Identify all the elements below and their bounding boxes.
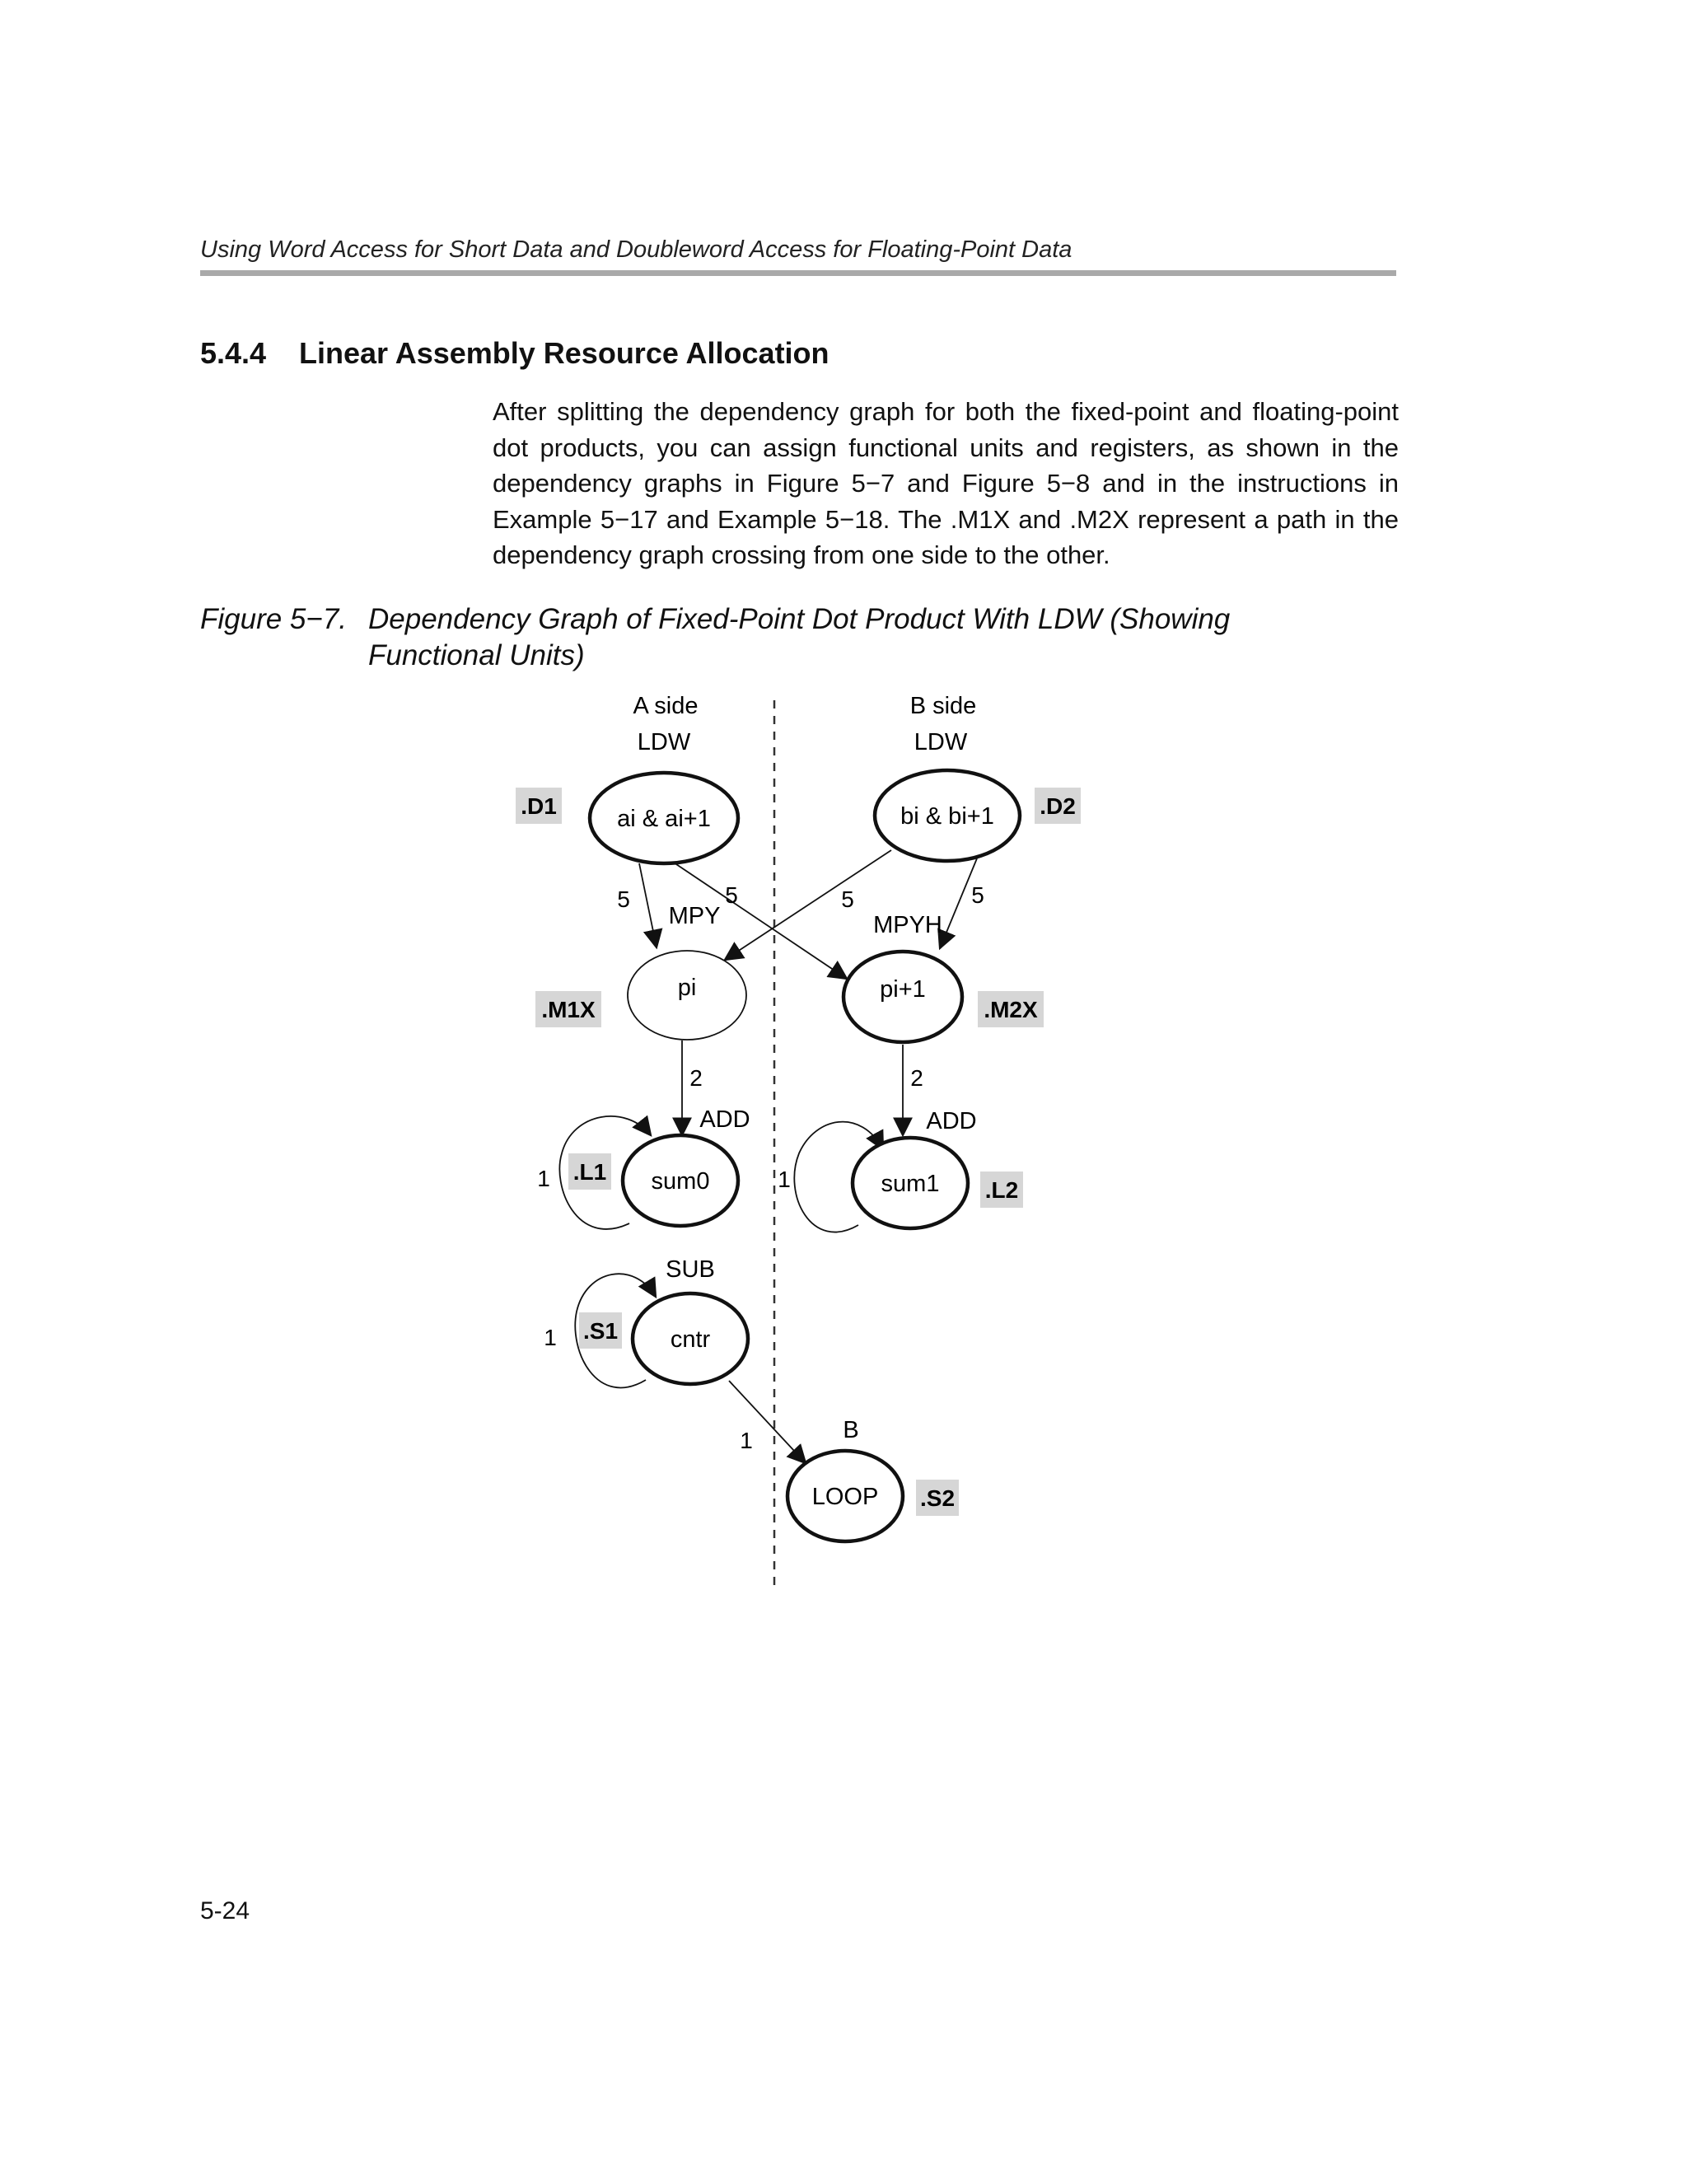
node-cntr (633, 1293, 748, 1384)
node-bi (875, 770, 1020, 861)
node-sum1 (853, 1138, 968, 1228)
instr-b: B (843, 1417, 859, 1443)
edge-label-pi-sum0: 2 (689, 1065, 703, 1091)
figure-label: Figure 5−7. (200, 603, 348, 635)
node-sum1-label: sum1 (881, 1171, 940, 1197)
edge-label-cntr-loop: 1 (740, 1428, 753, 1453)
unit-l1-label: .L1 (572, 1159, 607, 1185)
instr-ldw-a: LDW (637, 729, 691, 755)
unit-d1-label: .D1 (521, 793, 557, 819)
figure-caption-text: Dependency Graph of Fixed-Point Dot Product With LDW (Showing Functional Units) (368, 603, 1231, 671)
body-paragraph: After splitting the dependency graph for both the fixed-point and floating-point dot products, you can assign functional units and registers, as shown in the dependency graphs in Figure 5−7 and Figure 5−8 and in the instructions in Example 5−17 and Example 5−18. The .M1X and .M2X represent a path in the dependency graph crossing from one side to the other. (493, 397, 1399, 569)
edge-label-ai-pi: 5 (617, 886, 630, 912)
edge-label-pi1-sum1: 2 (910, 1065, 923, 1091)
running-header: Using Word Access for Short Data and Doubleword Access for Floating-Point Data (200, 236, 1072, 263)
node-pi-label: pi (677, 975, 697, 1001)
instr-sub: SUB (666, 1256, 715, 1283)
node-bi-label: bi & bi+1 (900, 803, 994, 830)
node-sum0 (623, 1135, 738, 1226)
instr-mpyh: MPYH (873, 912, 942, 938)
unit-s2-label: .S2 (919, 1485, 956, 1511)
edge-label-bi-pi1: 5 (971, 882, 984, 908)
unit-badge-d2 (1035, 788, 1081, 824)
edge-label-cntr-self: 1 (544, 1325, 557, 1350)
unit-m1x-label: .M1X (541, 997, 596, 1022)
node-loop (787, 1451, 903, 1541)
node-ai (590, 773, 738, 863)
unit-badge-m2x (978, 991, 1044, 1027)
instr-add-a: ADD (699, 1106, 750, 1133)
node-cntr-label: cntr (670, 1326, 711, 1353)
edge-label-sum1-self: 1 (778, 1167, 791, 1192)
unit-badge-m1x (535, 991, 601, 1027)
node-sum0-label: sum0 (651, 1168, 710, 1195)
edge-label-bi-pi: 5 (841, 886, 854, 912)
node-pi1-label: pi+1 (880, 976, 926, 1003)
node-pi (628, 951, 746, 1040)
instr-mpy: MPY (668, 903, 721, 929)
edge-ai-pi (639, 863, 657, 947)
unit-m2x-label: .M2X (984, 997, 1038, 1022)
instr-ldw-b: LDW (914, 729, 968, 755)
page-number: 5-24 (200, 1897, 250, 1924)
node-loop-label: LOOP (811, 1484, 879, 1510)
unit-s1-label: .S1 (582, 1318, 619, 1344)
node-pi1 (844, 952, 962, 1042)
unit-badge-l1 (568, 1153, 611, 1190)
section-number: 5.4.4 (200, 336, 267, 370)
side-a-label: A side (633, 693, 699, 719)
section-title: Linear Assembly Resource Allocation (299, 336, 829, 370)
unit-badge-l2 (980, 1172, 1023, 1208)
node-ai-label: ai & ai+1 (617, 806, 711, 832)
unit-d2-label: .D2 (1040, 793, 1076, 819)
unit-l2-label: .L2 (984, 1177, 1019, 1203)
unit-badge-s1 (579, 1312, 622, 1349)
unit-badge-d1 (516, 788, 562, 824)
instr-add-b: ADD (926, 1108, 977, 1134)
unit-badge-s2 (916, 1480, 959, 1516)
side-b-label: B side (909, 693, 977, 719)
edge-label-ai-pi1: 5 (725, 882, 738, 908)
edge-bi-pi (725, 850, 891, 960)
edge-label-sum0-self: 1 (537, 1166, 550, 1191)
